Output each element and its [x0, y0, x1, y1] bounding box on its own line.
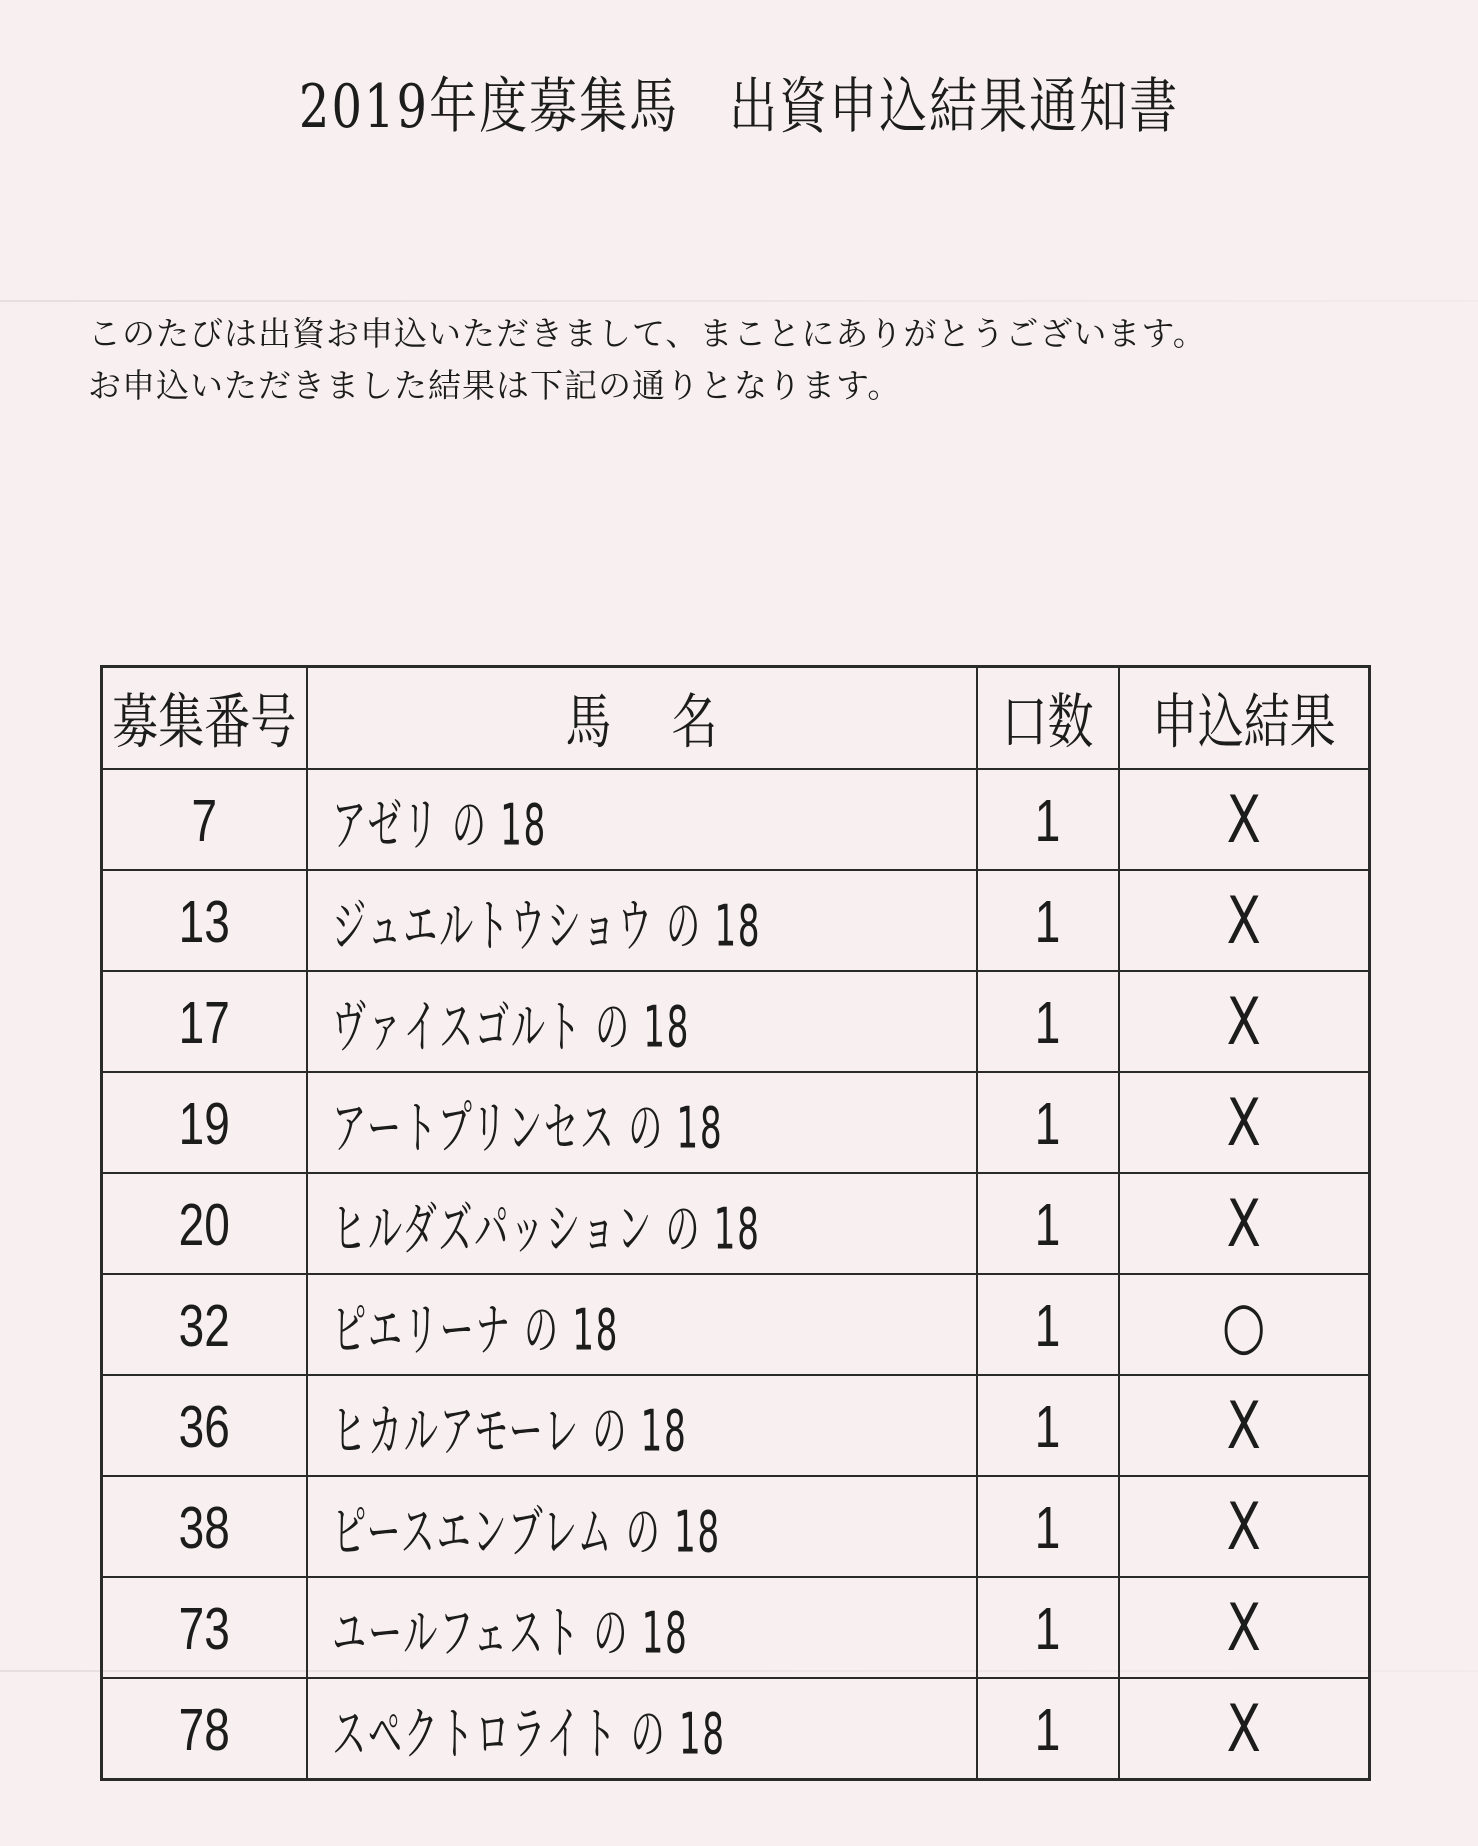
cell-result: X [1119, 971, 1370, 1072]
cell-number: 19 [102, 1072, 307, 1173]
table-row [102, 769, 1370, 870]
cell-result: X [1119, 1173, 1370, 1274]
cell-number: 36 [102, 1375, 307, 1476]
header-number: 募集番号 [102, 667, 307, 770]
intro-line: お申込いただきました結果は下記の通りとなります。 [88, 366, 902, 405]
cell-number: 32 [102, 1274, 307, 1375]
cell-number: 7 [102, 769, 307, 870]
cell-number: 73 [102, 1577, 307, 1678]
table-row [102, 1577, 1370, 1678]
cell-horse-name: ヒカルアモーレ の 18 [307, 1375, 977, 1476]
table-row [102, 1476, 1370, 1577]
table-row [102, 1072, 1370, 1173]
cell-result: X [1119, 1678, 1370, 1780]
cell-horse-name: スペクトロライト の 18 [307, 1678, 977, 1780]
cell-units: 1 [977, 1072, 1119, 1173]
cell-units: 1 [977, 1678, 1119, 1780]
table-row [102, 971, 1370, 1072]
intro-line: このたびは出資お申込いただきまして、まことにありがとうございます。 [88, 314, 1207, 353]
cell-units: 1 [977, 1274, 1119, 1375]
table-header-row [102, 667, 1370, 770]
cell-number: 78 [102, 1678, 307, 1780]
intro-text [88, 308, 1428, 412]
cell-result: X [1119, 1476, 1370, 1577]
cell-result: X [1119, 1072, 1370, 1173]
cell-number: 17 [102, 971, 307, 1072]
table-row [102, 1678, 1370, 1780]
cell-result: X [1119, 1577, 1370, 1678]
cell-number: 38 [102, 1476, 307, 1577]
cell-horse-name: アゼリ の 18 [307, 769, 977, 870]
cell-horse-name: アートプリンセス の 18 [307, 1072, 977, 1173]
cell-result: ○ [1119, 1274, 1370, 1375]
cell-horse-name: ヒルダズパッション の 18 [307, 1173, 977, 1274]
table-row [102, 1173, 1370, 1274]
header-units: 口数 [977, 667, 1119, 770]
cell-result: X [1119, 1375, 1370, 1476]
cell-units: 1 [977, 1173, 1119, 1274]
cell-number: 13 [102, 870, 307, 971]
cell-units: 1 [977, 1375, 1119, 1476]
cell-units: 1 [977, 870, 1119, 971]
cell-horse-name: ピースエンブレム の 18 [307, 1476, 977, 1577]
cell-horse-name: ジュエルトウショウ の 18 [307, 870, 977, 971]
paper-fold-line [0, 300, 1478, 302]
cell-units: 1 [977, 1577, 1119, 1678]
cell-horse-name: ユールフェスト の 18 [307, 1577, 977, 1678]
cell-units: 1 [977, 769, 1119, 870]
cell-units: 1 [977, 971, 1119, 1072]
cell-number: 20 [102, 1173, 307, 1274]
cell-horse-name: ヴァイスゴルト の 18 [307, 971, 977, 1072]
header-name: 馬名 [307, 667, 977, 770]
cell-result: X [1119, 870, 1370, 971]
results-table [100, 665, 1371, 1781]
cell-result: X [1119, 769, 1370, 870]
header-result: 申込結果 [1119, 667, 1370, 770]
cell-units: 1 [977, 1476, 1119, 1577]
table-row [102, 870, 1370, 971]
table-row [102, 1274, 1370, 1375]
table-row [102, 1375, 1370, 1476]
cell-horse-name: ピエリーナ の 18 [307, 1274, 977, 1375]
document-title: 2019年度募集馬 出資申込結果通知書 [298, 71, 1180, 142]
